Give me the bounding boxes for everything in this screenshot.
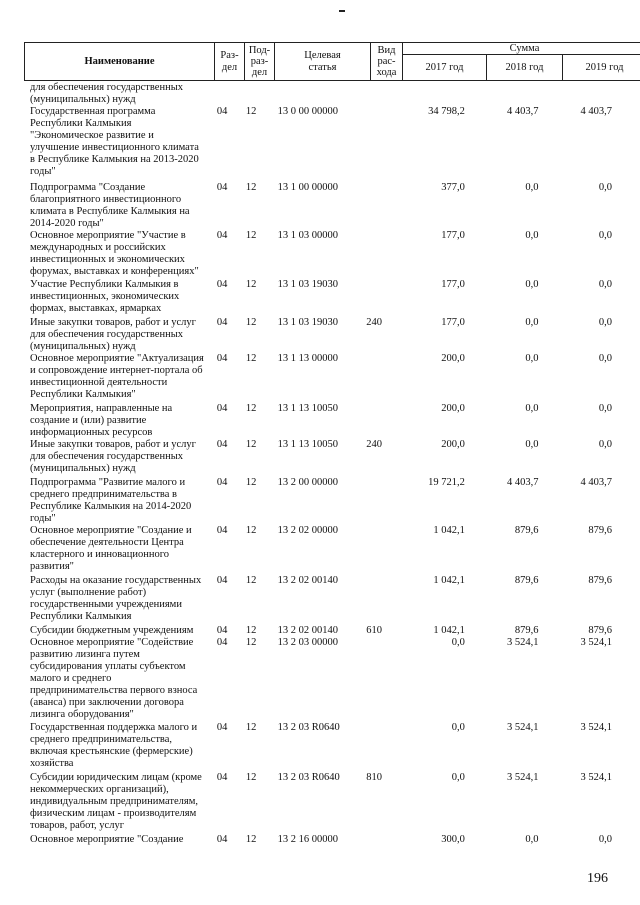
row-sum-2019: 0,0 [598,317,613,328]
row-target-article: 13 1 03 19030 [277,317,338,328]
row-podrazdel: 12 [245,279,257,290]
row-razdel: 04 [216,625,228,636]
col-sum-header: Сумма [403,43,640,55]
row-sum-2017: 1 042,1 [433,575,465,586]
row-sum-2019: 3 524,1 [580,772,613,783]
row-target-article: 13 2 03 R0640 [277,722,340,733]
row-sum-2019: 3 524,1 [580,722,613,733]
table-row [24,439,616,477]
row-sum-2018: 3 524,1 [506,772,539,783]
row-sum-2019: 4 403,7 [580,477,613,488]
row-sum-2017: 1 042,1 [433,525,465,536]
row-sum-2017: 177,0 [441,279,465,290]
row-sum-2017: 0,0 [451,772,465,783]
row-sum-2018: 879,6 [514,625,539,636]
row-target-article: 13 1 03 00000 [277,230,338,241]
row-sum-2018: 0,0 [525,403,539,414]
row-podrazdel: 12 [245,353,257,364]
table-row [24,637,616,722]
row-razdel: 04 [216,279,228,290]
budget-table-body [24,82,616,848]
table-row [24,182,616,230]
row-razdel: 04 [216,575,228,586]
row-podrazdel: 12 [245,230,257,241]
row-podrazdel: 12 [245,525,257,536]
row-sum-2018: 879,6 [514,525,539,536]
row-expense-type: 610 [366,625,382,636]
row-podrazdel: 12 [245,182,257,193]
row-sum-2019: 0,0 [598,230,613,241]
row-razdel: 04 [216,525,228,536]
row-razdel: 04 [216,477,228,488]
row-target-article: 13 2 00 00000 [277,477,338,488]
row-razdel: 04 [216,722,228,733]
table-row [24,353,616,403]
row-name: Иные закупки товаров, работ и услуг для обеспечения государственных (муниципальных) нужд [30,317,196,352]
row-sum-2019: 0,0 [598,353,613,364]
row-sum-2017: 177,0 [441,230,465,241]
row-sum-2019: 4 403,7 [580,106,613,117]
row-name: Расходы на оказание государственных услуг (выполнение работ) государственными учреждениями Республики Калмыкия [30,575,202,622]
row-target-article: 13 1 13 00000 [277,353,338,364]
row-target-article: 13 2 03 00000 [277,637,338,648]
row-sum-2017: 19 721,2 [428,477,465,488]
table-header [24,42,640,81]
row-name: Подпрограмма "Развитие малого и среднего предпринимательства в Республике Калмыкия на 2014-2020 годы" [30,477,192,524]
row-sum-2018: 3 524,1 [506,722,539,733]
row-name: Иные закупки товаров, работ и услуг для обеспечения государственных (муниципальных) нужд [30,439,196,474]
table-row [24,722,616,772]
row-expense-type: 810 [366,772,382,783]
row-sum-2017: 200,0 [441,353,465,364]
row-sum-2017: 1 042,1 [433,625,465,636]
table-row [24,575,616,625]
row-sum-2017: 300,0 [441,834,465,845]
row-sum-2019: 879,6 [588,625,613,636]
row-razdel: 04 [216,230,228,241]
row-sum-2018: 879,6 [514,575,539,586]
col-podrazdel-header: Под- раз- дел [245,43,275,81]
row-name: Мероприятия, направленные на создание и (или) развитие информационных ресурсов [30,403,173,438]
row-podrazdel: 12 [245,575,257,586]
table-row [24,403,616,439]
col-2017-header: 2017 год [403,55,487,81]
row-sum-2017: 0,0 [451,722,465,733]
row-name: Государственная поддержка малого и среднего предпринимательства, включая крестьянские (фермерские) хозяйства [30,722,198,769]
table-row [24,279,616,317]
table-row [24,317,616,353]
row-podrazdel: 12 [245,106,257,117]
row-name: для обеспечения государственных (муниципальных) нужд [30,82,183,105]
table-row [24,82,616,106]
row-sum-2018: 0,0 [525,834,539,845]
row-podrazdel: 12 [245,722,257,733]
row-sum-2018: 3 524,1 [506,637,539,648]
row-sum-2017: 377,0 [441,182,465,193]
row-razdel: 04 [216,834,228,845]
row-podrazdel: 12 [245,403,257,414]
row-sum-2019: 3 524,1 [580,637,613,648]
row-razdel: 04 [216,353,228,364]
row-sum-2019: 0,0 [598,439,613,450]
row-target-article: 13 0 00 00000 [277,106,338,117]
row-sum-2018: 0,0 [525,279,539,290]
row-target-article: 13 1 13 10050 [277,403,338,414]
row-sum-2019: 0,0 [598,403,613,414]
row-sum-2018: 4 403,7 [506,106,539,117]
row-name: Основное мероприятие "Создание [30,834,184,845]
row-name: Подпрограмма "Создание благоприятного инвестиционного климата в Республике Калмыкия на 2014-2020 годы" [30,182,190,229]
row-podrazdel: 12 [245,834,257,845]
col-vid-header: Вид рас- хода [371,43,403,81]
row-target-article: 13 2 03 R0640 [277,772,340,783]
table-row [24,477,616,525]
row-target-article: 13 2 02 00140 [277,625,338,636]
row-expense-type: 240 [366,317,382,328]
col-target-header: Целевая статья [275,43,371,81]
col-2018-header: 2018 год [487,55,563,81]
row-podrazdel: 12 [245,477,257,488]
row-sum-2018: 4 403,7 [506,477,539,488]
row-sum-2019: 0,0 [598,834,613,845]
row-razdel: 04 [216,439,228,450]
row-razdel: 04 [216,182,228,193]
row-target-article: 13 2 02 00000 [277,525,338,536]
row-podrazdel: 12 [245,637,257,648]
row-sum-2017: 200,0 [441,439,465,450]
table-row [24,772,616,834]
table-row [24,525,616,575]
row-target-article: 13 1 00 00000 [277,182,338,193]
row-razdel: 04 [216,637,228,648]
page-number: 196 [587,871,608,886]
row-sum-2018: 0,0 [525,353,539,364]
table-row [24,834,616,848]
row-sum-2018: 0,0 [525,182,539,193]
row-razdel: 04 [216,403,228,414]
row-expense-type: 240 [366,439,382,450]
row-name: Основное мероприятие "Содействие развитию лизинга путем субсидирования уплаты субъектом малого и среднего предпринимательства первого взноса (аванса) при заключении договора лизинга оборудования" [30,637,198,720]
row-target-article: 13 1 03 19030 [277,279,338,290]
table-row [24,625,616,637]
table-row [24,230,616,279]
row-sum-2019: 879,6 [588,525,613,536]
row-razdel: 04 [216,106,228,117]
row-target-article: 13 2 16 00000 [277,834,338,845]
row-sum-2017: 34 798,2 [428,106,465,117]
row-sum-2017: 0,0 [451,637,465,648]
table-row [24,106,616,182]
row-sum-2019: 0,0 [598,182,613,193]
row-target-article: 13 2 02 00140 [277,575,338,586]
row-name: Основное мероприятие "Создание и обеспечение деятельности Центра кластерного и инновационного развития" [30,525,192,572]
row-razdel: 04 [216,317,228,328]
row-name: Основное мероприятие "Участие в международных и российских инвестиционных и экономических форумах, выставках и конференциях" [30,230,199,277]
col-2019-header: 2019 год [563,55,640,81]
row-name: Государственная программа Республики Калмыкия "Экономическое развитие и улучшение инвестиционного климата в Республике Калмыкия на 2013-2020 годы" [30,106,199,177]
row-podrazdel: 12 [245,772,257,783]
row-sum-2019: 0,0 [598,279,613,290]
col-razdel-header: Раз- дел [215,43,245,81]
col-name-header: Наименование [25,43,215,81]
row-sum-2017: 200,0 [441,403,465,414]
row-podrazdel: 12 [245,317,257,328]
row-target-article: 13 1 13 10050 [277,439,338,450]
row-name: Субсидии юридическим лицам (кроме некоммерческих организаций), индивидуальным предпринимателям, физическим лицам - производителям товаров, работ, услуг [30,772,202,831]
row-name: Основное мероприятие "Актуализация и сопровождение интернет-портала об инвестиционной деятельности Республики Калмыкия" [30,353,204,400]
row-razdel: 04 [216,772,228,783]
row-podrazdel: 12 [245,439,257,450]
row-name: Субсидии бюджетным учреждениям [30,625,194,636]
row-sum-2018: 0,0 [525,230,539,241]
row-sum-2019: 879,6 [588,575,613,586]
row-sum-2018: 0,0 [525,317,539,328]
row-sum-2017: 177,0 [441,317,465,328]
row-name: Участие Республики Калмыкия в инвестиционных, экономических формах, выставках, ярмарках [30,279,180,314]
header-dash [339,10,345,12]
row-sum-2018: 0,0 [525,439,539,450]
row-podrazdel: 12 [245,625,257,636]
